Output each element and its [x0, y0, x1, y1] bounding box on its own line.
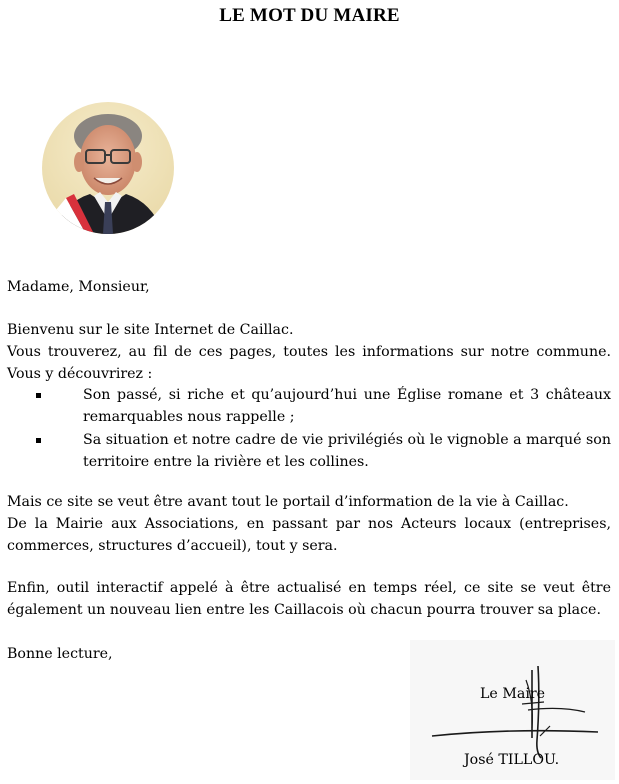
list-item-text: Son passé, si riche et qu’aujourd’hui une Église romane et 3 châteaux remarquables nous rappelle ;: [83, 387, 611, 425]
bullet-icon: [36, 438, 41, 443]
bullet-icon: [36, 393, 41, 398]
signature-role: Le Maire: [480, 686, 546, 702]
sign-off: Bonne lecture,: [7, 646, 113, 662]
list-item: [7, 385, 611, 428]
associations-paragraph: De la Mairie aux Associations, en passant par nos Acteurs locaux (entreprises, commerces, structures d’accueil), tout y sera.: [7, 516, 611, 554]
mayor-portrait: [42, 102, 174, 234]
greeting: Madame, Monsieur,: [7, 279, 150, 295]
portal-line: Mais ce site se veut être avant tout le portail d’information de la vie à Caillac.: [7, 494, 569, 510]
highlights-list: [7, 385, 611, 475]
list-item-text: Sa situation et notre cadre de vie privilégiés où le vignoble a marqué son territoire entre la rivière et les collines.: [83, 432, 611, 470]
welcome-line: Bienvenu sur le site Internet de Caillac.: [7, 322, 294, 338]
closing-paragraph: Enfin, outil interactif appelé à être actualisé en temps réel, ce site se veut être également un nouveau lien entre les Caillacois où chacun pourra trouver sa place.: [7, 580, 611, 618]
intro-paragraph: Vous trouverez, au fil de ces pages, toutes les informations sur notre commune. Vous y découvrirez :: [7, 344, 611, 382]
page-title: LE MOT DU MAIRE: [219, 5, 400, 26]
list-item: [7, 430, 611, 473]
signature-name: José TILLOU.: [464, 752, 560, 768]
